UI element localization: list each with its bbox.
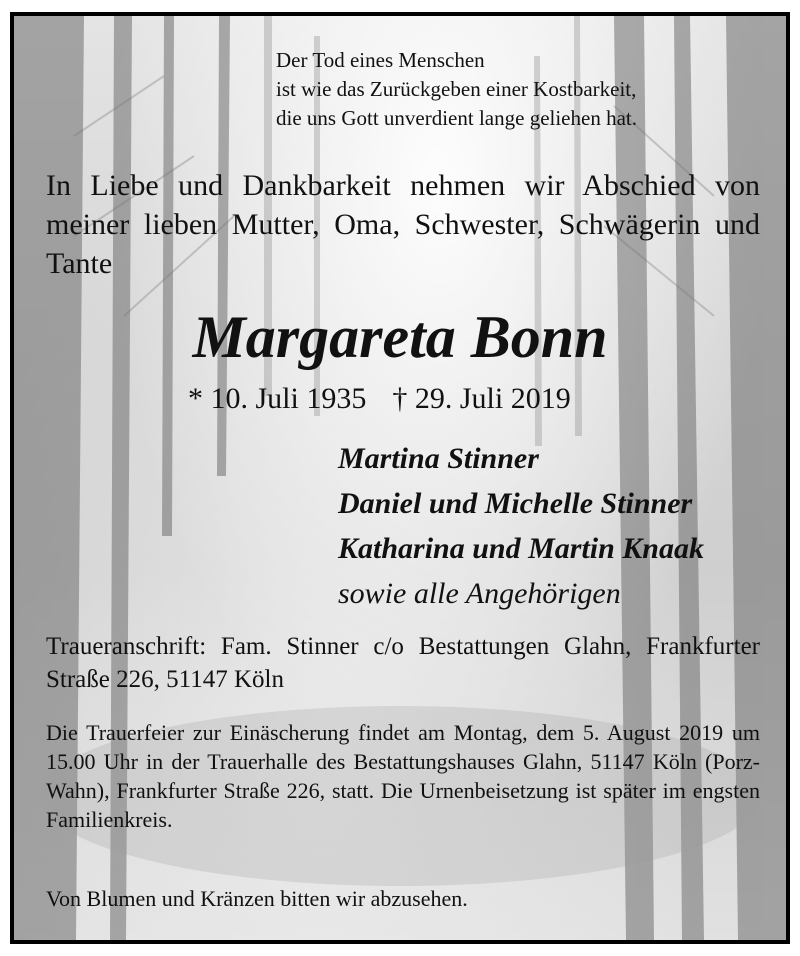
birth-date: * 10. Juli 1935 (188, 382, 367, 415)
ceremony-details: Die Trauerfeier zur Einäscherung findet am Montag, dem 5. August 2019 um 15.00 Uhr in der Trauerhalle des Bestattungshauses Glahn, 51147 Köln (Porz-Wahn), Frankfurter Straße 226, statt. Die Urnenbeisetzung ist später im engsten Familienkreis. (46, 720, 760, 832)
mourner-name: Daniel und Michelle Stinner (338, 487, 693, 520)
forest-background-panel (14, 16, 786, 940)
deceased-name: Margareta Bonn (192, 304, 608, 370)
mourning-address: Traueranschrift: Fam. Stinner c/o Bestattungen Glahn, Frankfurter Straße 226, 51147 Köln (46, 633, 760, 693)
mourners-list (338, 436, 778, 616)
intro-text: In Liebe und Dankbarkeit nehmen wir Abschied von meiner lieben Mutter, Oma, Schwester, Schwägerin und Tante (46, 169, 760, 280)
other-relatives: sowie alle Angehörigen (338, 577, 621, 610)
obituary-notice (10, 12, 790, 944)
mourner-name: Martina Stinner (338, 442, 539, 475)
life-dates (188, 380, 571, 418)
quote-line-1: Der Tod eines Menschen (276, 48, 485, 72)
quote-block (276, 46, 776, 133)
notice-content (14, 16, 786, 940)
death-date: † 29. Juli 2019 (392, 382, 571, 415)
flowers-note: Von Blumen und Kränzen bitten wir abzusehen. (46, 886, 468, 911)
quote-line-3: die uns Gott unverdient lange geliehen hat. (276, 106, 637, 130)
mourner-name: Katharina und Martin Knaak (338, 532, 704, 565)
quote-line-2: ist wie das Zurückgeben einer Kostbarkeit, (276, 77, 637, 101)
